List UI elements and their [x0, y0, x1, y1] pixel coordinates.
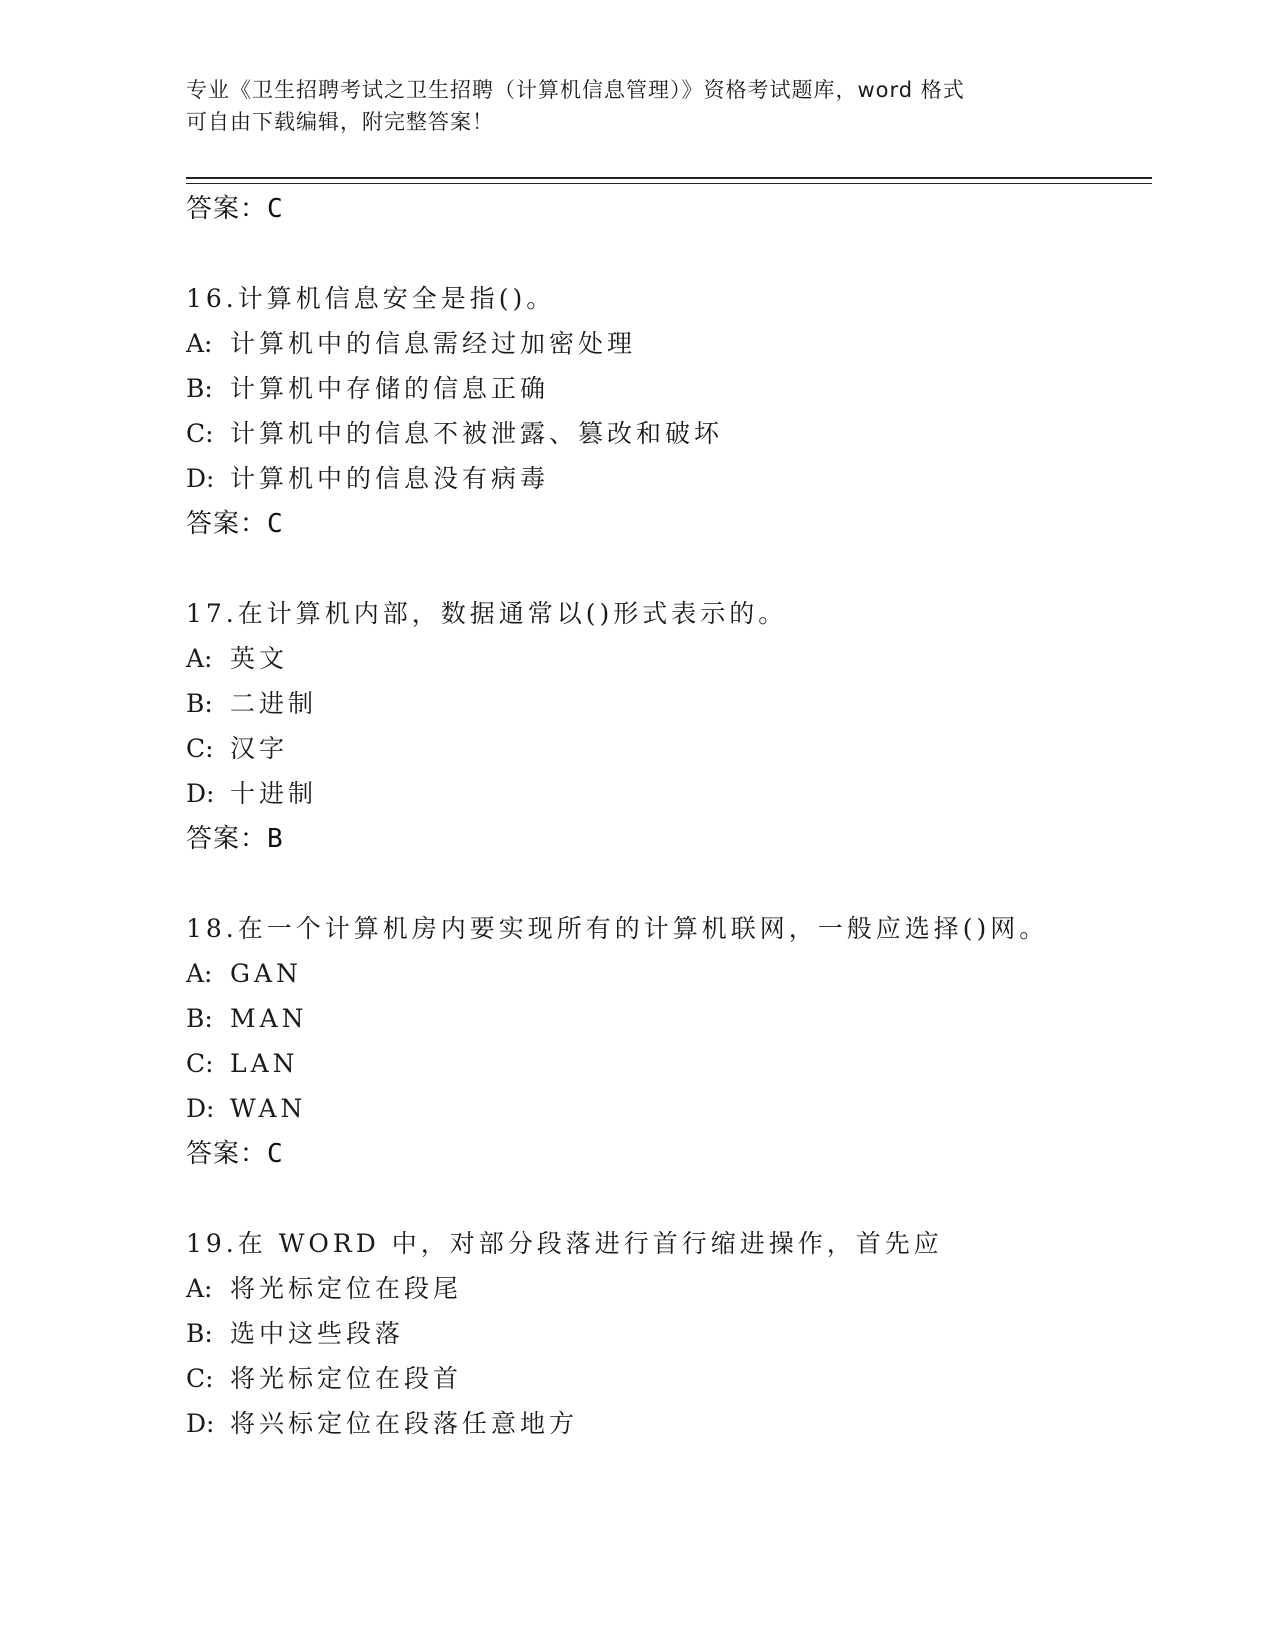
option-a: [186, 636, 1152, 681]
spacer: [186, 232, 1152, 276]
question-block-19: [186, 1221, 1152, 1446]
option-text: 将兴标定位在段落任意地方: [230, 1409, 579, 1438]
spacer: [186, 1177, 1152, 1221]
question-block-16: [186, 276, 1152, 547]
option-b: [186, 1311, 1152, 1356]
question-number: 16.: [186, 284, 238, 313]
answer-18: [186, 1131, 1152, 1177]
option-text: 十进制: [230, 779, 318, 808]
option-d: [186, 1401, 1152, 1446]
option-b: [186, 366, 1152, 411]
option-letter: C:: [186, 1049, 214, 1078]
question-17: [186, 591, 1152, 636]
question-number: 19.: [186, 1229, 238, 1258]
option-letter: A:: [186, 644, 213, 673]
header-divider-thick: [186, 177, 1152, 179]
answer-label: 答案：: [186, 509, 268, 539]
header-title-line-1: 专业《卫生招聘考试之卫生招聘（计算机信息管理）》资格考试题库，word 格式: [186, 78, 965, 102]
answer-value: C: [267, 509, 284, 539]
option-text: 将光标定位在段首: [230, 1364, 463, 1393]
option-letter: A:: [186, 1274, 213, 1303]
option-b: [186, 996, 1152, 1041]
question-16: [186, 276, 1152, 321]
answer-17: [186, 816, 1152, 862]
answer-value: B: [267, 824, 284, 854]
option-letter: D:: [186, 1409, 215, 1438]
header-title-line-2: 可自由下载编辑，附完整答案！: [186, 110, 494, 134]
question-text: 在 WORD 中，对部分段落进行首行缩进操作，首先应: [237, 1229, 943, 1258]
question-text: 在计算机内部，数据通常以()形式表示的。: [237, 599, 788, 628]
document-header: [186, 74, 1066, 138]
option-b: [186, 681, 1152, 726]
header-divider-thin: [186, 183, 1152, 184]
answer-label: 答案：: [186, 824, 268, 854]
question-19: [186, 1221, 1152, 1266]
option-letter: A:: [186, 959, 213, 988]
option-text: 计算机中存储的信息正确: [230, 374, 550, 403]
option-letter: D:: [186, 779, 215, 808]
question-block-17: [186, 591, 1152, 862]
option-letter: D:: [186, 464, 215, 493]
option-c: [186, 411, 1152, 456]
option-text: 选中这些段落: [230, 1319, 405, 1348]
previous-answer: [186, 186, 1152, 232]
option-c: [186, 1356, 1152, 1401]
option-letter: B:: [186, 689, 213, 718]
option-letter: C:: [186, 419, 214, 448]
option-text: 英文: [230, 644, 289, 673]
answer-label: 答案：: [186, 194, 268, 224]
option-d: [186, 456, 1152, 501]
question-text: 在一个计算机房内要实现所有的计算机联网，一般应选择()网。: [237, 914, 1049, 943]
option-letter: B:: [186, 1004, 213, 1033]
option-a: [186, 1266, 1152, 1311]
option-text: 计算机中的信息没有病毒: [230, 464, 550, 493]
option-text: MAN: [230, 1004, 308, 1033]
answer-value: C: [267, 194, 284, 224]
option-c: [186, 726, 1152, 771]
option-text: 二进制: [230, 689, 318, 718]
option-text: 汉字: [230, 734, 289, 763]
question-text: 计算机信息安全是指()。: [237, 284, 556, 313]
question-number: 18.: [186, 914, 238, 943]
option-letter: A:: [186, 329, 213, 358]
option-text: 计算机中的信息需经过加密处理: [230, 329, 637, 358]
option-d: [186, 1086, 1152, 1131]
option-a: [186, 951, 1152, 996]
question-list: [186, 186, 1152, 1446]
option-text: LAN: [230, 1049, 299, 1078]
answer-16: [186, 501, 1152, 547]
option-letter: B:: [186, 1319, 213, 1348]
option-a: [186, 321, 1152, 366]
option-letter: B:: [186, 374, 213, 403]
answer-value: C: [267, 1139, 284, 1169]
answer-label: 答案：: [186, 1139, 268, 1169]
option-letter: D:: [186, 1094, 215, 1123]
option-c: [186, 1041, 1152, 1086]
option-text: 计算机中的信息不被泄露、篡改和破坏: [230, 419, 724, 448]
question-block-18: [186, 906, 1152, 1177]
spacer: [186, 547, 1152, 591]
question-number: 17.: [186, 599, 238, 628]
question-18: [186, 906, 1152, 951]
option-letter: C:: [186, 734, 214, 763]
option-text: GAN: [230, 959, 302, 988]
option-d: [186, 771, 1152, 816]
option-text: WAN: [230, 1094, 307, 1123]
option-text: 将光标定位在段尾: [230, 1274, 463, 1303]
spacer: [186, 862, 1152, 906]
option-letter: C:: [186, 1364, 214, 1393]
